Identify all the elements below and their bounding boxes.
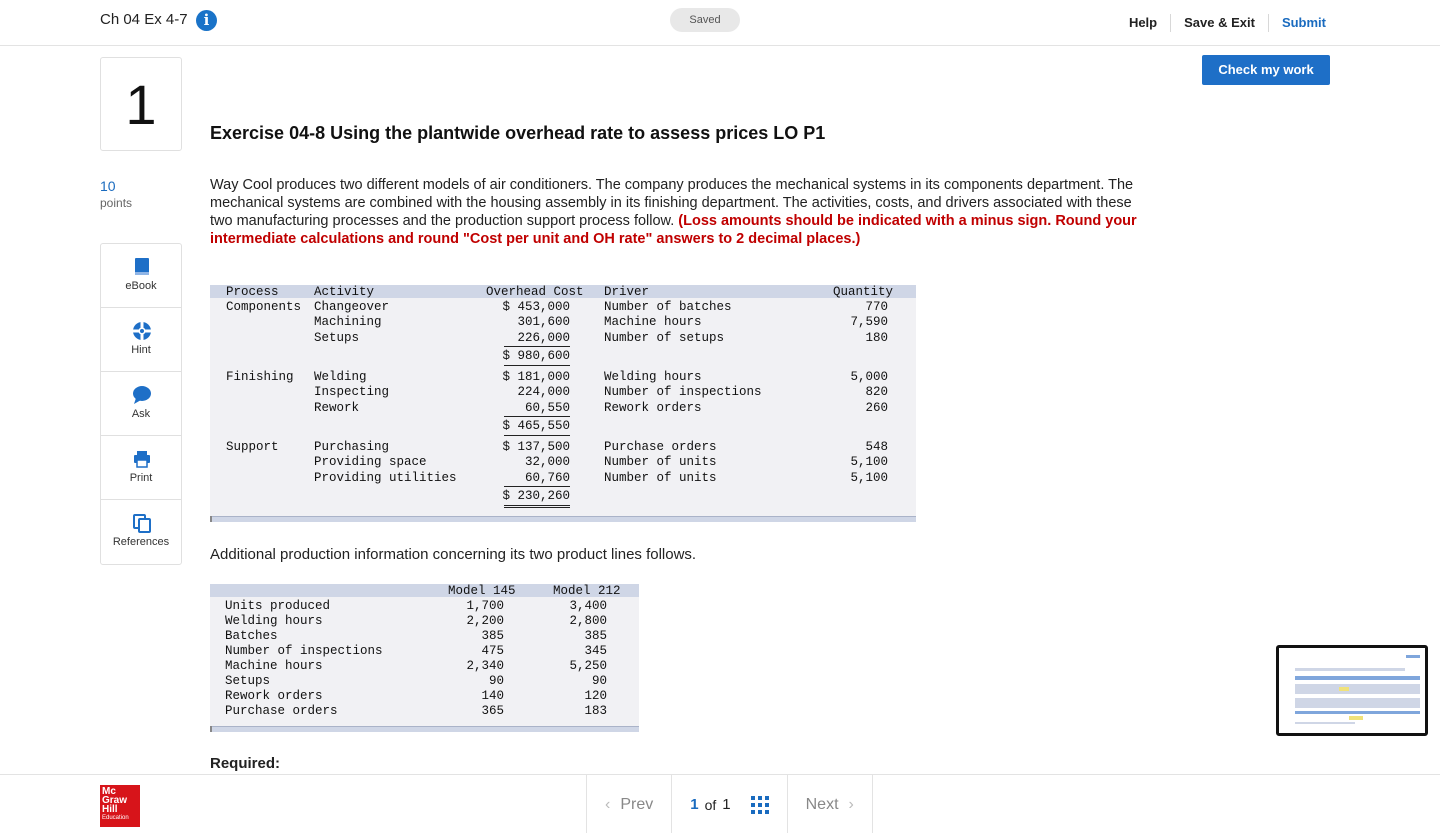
top-links	[1116, 14, 1326, 32]
logo-line: Graw	[102, 795, 128, 806]
header-overhead: Overhead Cost	[486, 285, 584, 299]
chevron-left-icon: ‹	[605, 795, 611, 813]
tool-label: eBook	[125, 280, 157, 292]
activity-name: Purchasing	[314, 440, 390, 454]
check-my-work-button[interactable]: Check my work	[1202, 55, 1330, 85]
activity-cost: $ 181,000	[502, 370, 570, 384]
minimap-block	[1349, 716, 1363, 720]
required-heading: Required:	[210, 755, 281, 772]
model-145-value: 140	[481, 689, 504, 703]
activity-quantity: 7,590	[850, 315, 888, 329]
next-button[interactable]	[787, 775, 873, 833]
process-label: Components	[226, 300, 302, 314]
model-212-value: 183	[584, 704, 607, 718]
pagination	[586, 775, 873, 833]
model-145-value: 2,340	[466, 659, 504, 673]
activity-cost-table	[210, 285, 916, 522]
activity-driver: Number of units	[604, 455, 717, 469]
assignment-title: Ch 04 Ex 4-7	[100, 11, 188, 28]
page-total: 1	[722, 796, 731, 813]
production-info-table	[210, 584, 639, 732]
minimap-block	[1295, 698, 1420, 708]
activity-driver: Machine hours	[604, 315, 702, 329]
activity-name: Providing utilities	[314, 471, 457, 485]
total-rule	[504, 365, 570, 366]
activity-cost: 60,550	[524, 401, 570, 415]
activity-cost: 301,600	[517, 315, 570, 329]
points-label: points	[100, 196, 133, 210]
intro-instructions: (Loss amounts should be indicated with a minus sign. Round your intermediate calculations and round "Cost per unit and OH rate" answers to 2 decimal places.)	[210, 213, 1137, 247]
row-label: Setups	[225, 674, 271, 688]
chat-bubble-icon	[132, 385, 152, 405]
tool-ebook[interactable]	[101, 244, 181, 308]
activity-driver: Number of inspections	[604, 385, 762, 399]
row-label: Welding hours	[225, 614, 323, 628]
header-quantity: Quantity	[833, 285, 894, 299]
page-of: of	[704, 796, 717, 813]
page-current: 1	[690, 796, 699, 813]
printer-icon	[132, 449, 152, 469]
grid-icon[interactable]	[751, 796, 769, 814]
chevron-right-icon: ›	[848, 795, 854, 813]
header-process: Process	[226, 285, 279, 299]
exercise-intro	[210, 176, 1140, 248]
activity-quantity: 548	[865, 440, 888, 454]
question-number: 1	[100, 57, 182, 151]
tool-references[interactable]	[101, 500, 181, 564]
activity-quantity: 260	[865, 401, 888, 415]
process-label: Support	[226, 440, 279, 454]
submit-link[interactable]: Submit	[1281, 15, 1326, 30]
minimap-block	[1295, 668, 1405, 671]
tool-label: References	[112, 536, 170, 548]
points-value: 10	[100, 178, 116, 194]
activity-cost: 224,000	[517, 385, 570, 399]
row-label: Batches	[225, 629, 278, 643]
activity-quantity: 5,100	[850, 471, 888, 485]
model-212-value: 120	[584, 689, 607, 703]
activity-cost: $ 453,000	[502, 300, 570, 314]
model-145-value: 365	[481, 704, 504, 718]
activity-name: Setups	[314, 331, 360, 345]
activity-quantity: 180	[865, 331, 888, 345]
activity-driver: Welding hours	[604, 370, 702, 384]
header-model-145: Model 145	[448, 584, 516, 598]
row-label: Machine hours	[225, 659, 323, 673]
mcgraw-hill-logo	[100, 785, 140, 827]
model-212-value: 2,800	[569, 614, 607, 628]
activity-quantity: 820	[865, 385, 888, 399]
process-total: $ 230,260	[502, 489, 570, 503]
tool-label: Print	[129, 472, 153, 484]
model-212-value: 345	[584, 644, 607, 658]
copy-icon	[132, 513, 152, 533]
activity-quantity: 5,000	[850, 370, 888, 384]
subtotal-rule	[504, 416, 570, 417]
top-bar	[0, 0, 1440, 46]
activity-name: Machining	[314, 315, 382, 329]
activity-driver: Rework orders	[604, 401, 702, 415]
help-link[interactable]: Help	[1116, 14, 1171, 32]
activity-name: Welding	[314, 370, 367, 384]
model-145-value: 475	[481, 644, 504, 658]
row-label: Number of inspections	[225, 644, 383, 658]
minimap-block	[1295, 684, 1420, 694]
activity-cost: $ 137,500	[502, 440, 570, 454]
table-footer-bar	[210, 516, 916, 522]
row-label: Purchase orders	[225, 704, 338, 718]
tool-label: Ask	[131, 408, 151, 420]
activity-cost: 226,000	[517, 331, 570, 345]
prev-button[interactable]	[586, 775, 671, 833]
intro-text: Way Cool produces two different models of air conditioners. The company produces the mechanical systems in its components department. The mechanical systems are combined with the housing assembly in its finishing department. The activities, costs, and drivers associated with these two manufacturing processes and the production support process follow.	[210, 177, 1134, 229]
header-activity: Activity	[314, 285, 375, 299]
additional-info-text: Additional production information concerning its two product lines follows.	[210, 546, 697, 563]
minimap-block	[1295, 722, 1355, 724]
tool-hint[interactable]	[101, 308, 181, 372]
activity-name: Inspecting	[314, 385, 390, 399]
book-icon	[132, 257, 152, 277]
model-145-value: 90	[488, 674, 504, 688]
tool-label: Hint	[131, 344, 151, 356]
row-label: Units produced	[225, 599, 331, 613]
process-total: $ 980,600	[502, 349, 570, 363]
next-label: Next	[805, 795, 839, 813]
lifebuoy-icon	[132, 321, 152, 341]
logo-line: Education	[102, 815, 129, 821]
footer-bar	[0, 774, 1440, 833]
model-145-value: 1,700	[466, 599, 504, 613]
minimap-check-button	[1406, 655, 1420, 658]
model-212-value: 3,400	[569, 599, 607, 613]
activity-driver: Number of units	[604, 471, 717, 485]
minimap-block	[1295, 676, 1420, 680]
logo-line: Hill	[102, 804, 118, 815]
subtotal-rule	[504, 486, 570, 487]
activity-quantity: 770	[865, 300, 888, 314]
tool-print[interactable]	[101, 436, 181, 500]
activity-cost: 32,000	[524, 455, 570, 469]
activity-quantity: 5,100	[850, 455, 888, 469]
activity-driver: Purchase orders	[604, 440, 717, 454]
process-label: Finishing	[226, 370, 294, 384]
header-model-212: Model 212	[553, 584, 621, 598]
tools-panel	[100, 243, 182, 565]
model-212-value: 90	[591, 674, 607, 688]
model-145-value: 385	[481, 629, 504, 643]
activity-name: Changeover	[314, 300, 390, 314]
minimap-block	[1295, 711, 1420, 714]
info-icon[interactable]: i	[196, 10, 217, 31]
total-rule-double	[504, 507, 570, 508]
activity-name: Rework	[314, 401, 360, 415]
total-rule	[504, 505, 570, 506]
logo-line: Mc	[102, 786, 116, 797]
total-rule	[504, 435, 570, 436]
model-145-value: 2,200	[466, 614, 504, 628]
activity-name: Providing space	[314, 455, 427, 469]
exercise-title: Exercise 04-8 Using the plantwide overhead rate to assess prices LO P1	[210, 123, 826, 143]
minimap-block	[1339, 687, 1349, 691]
row-label: Rework orders	[225, 689, 323, 703]
activity-driver: Number of batches	[604, 300, 732, 314]
save-exit-link[interactable]: Save & Exit	[1171, 14, 1269, 32]
table-footer-bar	[210, 726, 639, 732]
saved-status-badge: Saved	[670, 8, 740, 32]
tool-ask[interactable]	[101, 372, 181, 436]
subtotal-rule	[504, 346, 570, 347]
activity-driver: Number of setups	[604, 331, 725, 345]
prev-label: Prev	[620, 795, 654, 813]
model-212-value: 5,250	[569, 659, 607, 673]
process-total: $ 465,550	[502, 419, 570, 433]
page-minimap[interactable]	[1276, 645, 1428, 736]
activity-cost: 60,760	[524, 471, 570, 485]
page-indicator[interactable]	[671, 775, 786, 833]
model-212-value: 385	[584, 629, 607, 643]
header-driver: Driver	[604, 285, 650, 299]
